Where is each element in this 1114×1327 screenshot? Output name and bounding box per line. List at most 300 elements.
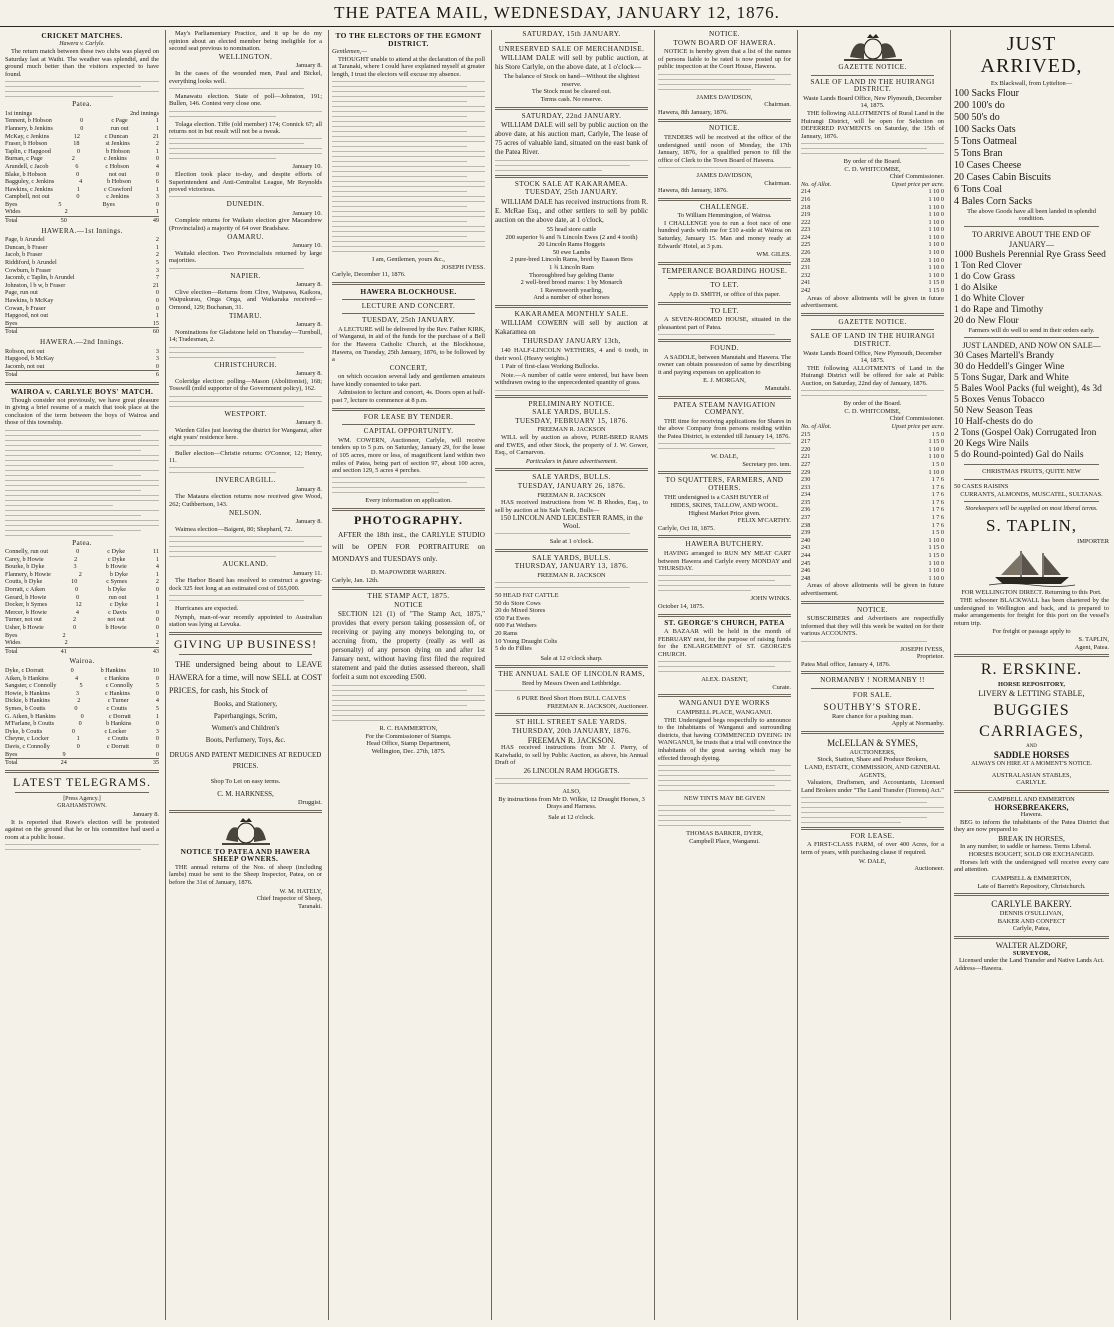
- score-row: [5, 297, 159, 305]
- score-cell: 1: [155, 631, 159, 639]
- text-line: [169, 467, 304, 468]
- score-cell: Connelly, run out: [5, 548, 49, 556]
- text-line: [801, 797, 944, 798]
- table-cell: 1 10 0: [928, 445, 944, 453]
- news-text: Nominations for Gladstone held on Thursday—Turnbull, 14; Tradesman, 2.: [169, 328, 322, 344]
- table-cell: 220: [801, 445, 811, 453]
- score-cell: 0: [76, 548, 80, 556]
- score-cell: c Davis: [108, 608, 127, 616]
- table-header-cell: No. of Allot.: [801, 180, 832, 188]
- news-text: Coleridge election: polling—Mason (Abolitionist), 168; Tosswill (mild supporter of the Government policy), 162.: [169, 377, 322, 393]
- text-line: [658, 448, 775, 449]
- score-cell: Byes: [5, 200, 18, 208]
- table-cell: 234: [801, 491, 811, 499]
- score-cell: 6: [75, 162, 79, 170]
- text-line: [5, 435, 141, 436]
- address: Address—Hawera.: [954, 964, 1003, 972]
- table-cell: 228: [801, 256, 811, 264]
- label-match2-patea: Patea.: [72, 538, 92, 547]
- heading-notice: NOTICE.: [709, 30, 740, 38]
- score-row: [5, 289, 159, 297]
- score-cell: Burnan, c Page: [5, 155, 43, 163]
- table-cell: 236: [801, 506, 811, 514]
- table-row: [801, 272, 944, 280]
- score-cell: 2: [73, 616, 77, 624]
- score-row: [5, 682, 159, 690]
- areas-note-2: Areas of above allotments will be given in future advertisement.: [801, 582, 944, 597]
- cricket-intro: The return match between these two clubs was played on Saturday last at Waihi. The weather was splendid, and the ground much better than the visitors expected to have found.: [5, 48, 159, 78]
- table-row: [801, 567, 944, 575]
- score-cell: 0: [76, 170, 80, 178]
- areas-note: Areas of above allotments will be given in future advertisement.: [801, 294, 944, 310]
- text-line: [169, 406, 304, 407]
- date: January 8.: [295, 518, 322, 526]
- text-line: [332, 221, 467, 222]
- heading-electors-egmont: TO THE ELECTORS OF THE EGMONT DISTRICT.: [335, 31, 482, 48]
- innings-header: [5, 110, 159, 118]
- score-cell: Page, b Arundel: [5, 236, 45, 244]
- score-cell: M'Farlane, b Coutts: [5, 720, 55, 728]
- shop-to-let: Shop To Let on easy terms.: [210, 777, 281, 785]
- score-cell: 1: [155, 312, 159, 320]
- text-line: [5, 849, 141, 850]
- subheading-hawera-carlyle: Hawera v. Carlyle.: [59, 40, 105, 47]
- table-cell: 219: [801, 211, 811, 219]
- heading-preliminary: PRELIMINARY NOTICE.: [528, 399, 615, 408]
- text-line: [332, 492, 439, 493]
- score-row: [5, 594, 159, 602]
- text-line: [169, 541, 304, 542]
- hately-title: Chief Inspector of Sheep,: [256, 895, 322, 903]
- heading-st-hill: ST HILL STREET SALE YARDS.: [515, 718, 628, 727]
- score-cell: Usher, b Howie: [5, 624, 44, 632]
- score-cell: c Jenkins: [106, 193, 130, 201]
- score-cell: 0: [155, 200, 159, 208]
- table-row: [801, 491, 944, 499]
- text-line: [332, 96, 485, 97]
- score-cell: Gerard, b Howie: [5, 593, 47, 601]
- heading-sale-yards-bulls-3: SALE YARDS, BULLS.: [532, 553, 611, 562]
- table-cell: 240: [801, 536, 811, 544]
- text-line: [169, 401, 322, 402]
- score-row: [5, 675, 159, 683]
- text-line: [169, 472, 276, 473]
- text-line: [658, 770, 775, 771]
- table-row: [801, 188, 944, 196]
- text-line: [5, 535, 113, 536]
- text-line: [5, 455, 159, 456]
- dateline-napier: NAPIER.: [230, 271, 261, 280]
- text-line: [332, 216, 485, 217]
- table-cell: 227: [801, 460, 811, 468]
- score-cell: Hapgood, not out: [5, 312, 49, 320]
- carlyle-patea: Carlyle, Patea,: [1012, 925, 1051, 933]
- score-cell: 0: [155, 720, 159, 728]
- text-line: [169, 600, 304, 601]
- jackson-name-2: FREEMAN R. JACKSON: [537, 491, 606, 499]
- table-cell: 1 5 0: [931, 430, 944, 438]
- text-line: [801, 812, 944, 813]
- score-row: [5, 743, 159, 751]
- text-line: [658, 74, 791, 75]
- divider: [658, 262, 791, 265]
- buggies: BUGGIES: [993, 701, 1070, 719]
- text-line: [332, 106, 485, 107]
- score-cell: 4: [155, 162, 159, 170]
- score-row: [5, 348, 159, 356]
- label-patea: Patea.: [72, 100, 92, 109]
- taplin-name-2: S. TAPLIN,: [1078, 635, 1109, 643]
- score-cell: Flannery, b Howie: [5, 570, 51, 578]
- farmers-note: Farmers will do well to send in their orders early.: [968, 326, 1095, 334]
- score-cell: 2: [74, 555, 78, 563]
- score-cell: 60: [152, 328, 159, 336]
- text-line: [169, 148, 322, 149]
- table-cell: 230: [801, 476, 811, 484]
- care-text: Horses left with the undersigned will receive every care and attention.: [954, 858, 1109, 874]
- dale-sale-text: WILLIAM DALE will sell by public auction, at his Store Carlyle, on the above date, at 1 o'clock—: [495, 54, 648, 72]
- score-cell: 0: [155, 586, 159, 594]
- goods-note: The above Goods have all been landed in splendid condition.: [967, 207, 1096, 223]
- auctioneer-sig: FREEMAN R. JACKSON, Auctioneer.: [547, 702, 648, 710]
- table-row: [801, 234, 944, 242]
- lecture-date: TUESDAY, 25th JANUARY.: [362, 316, 455, 325]
- text-line: [332, 86, 467, 87]
- list-item: 55 head store cattle: [546, 225, 597, 233]
- table-row: [801, 249, 944, 257]
- table-cell: 1 10 0: [928, 226, 944, 234]
- campbell-emmerton: CAMPBELL AND EMMERTON: [988, 796, 1075, 804]
- table-row: [801, 431, 944, 439]
- table-cell: 1 7 6: [931, 483, 944, 491]
- chairman-title-2: Chairman.: [764, 179, 791, 187]
- score-cell: c Dyke: [107, 555, 126, 563]
- sale-date-7: THURSDAY, JANUARY 13, 1876.: [514, 562, 629, 571]
- challenge-to: To William Hemmington, of Wairoa.: [677, 212, 772, 220]
- list-item: 1 do Cow Grass: [954, 271, 1015, 282]
- divider: [801, 731, 944, 734]
- heading-squatters: TO SQUATTERS, FARMERS, AND OTHERS.: [665, 476, 784, 492]
- table-cell: 248: [801, 574, 811, 582]
- text-line: [332, 487, 485, 488]
- text-line: [332, 715, 485, 716]
- press-agency: [Press Agency.]: [63, 795, 101, 802]
- divider: [169, 810, 322, 813]
- currants: CURRANTS, ALMONDS, MUSCATEL, SULTANAS.: [960, 490, 1103, 498]
- text-line: [5, 475, 141, 476]
- list-item: 20 Kegs Wire Nails: [954, 439, 1029, 450]
- divider: [801, 671, 944, 674]
- score-cell: 12: [73, 132, 80, 140]
- text-line: [658, 820, 791, 821]
- heading-unreserved-sale: UNRESERVED SALE OF MERCHANDISE.: [498, 44, 645, 53]
- list-item: 30 do Heddell's Ginger Wine: [954, 362, 1065, 373]
- score-cell: b Hankins: [106, 720, 132, 728]
- table-row: [801, 241, 944, 249]
- score-cell: 2: [155, 578, 159, 586]
- heading-photography: PHOTOGRAPHY.: [353, 513, 463, 527]
- sale-time-2: Sale at 12 o'clock sharp.: [540, 654, 603, 662]
- list-item: 20 Lincoln Rams Hoggets: [538, 241, 605, 249]
- table-cell: 222: [801, 218, 811, 226]
- heading-lease-tender: FOR LEASE BY TENDER.: [363, 412, 454, 421]
- score-row: [5, 548, 159, 556]
- score-cell: Dorratt, c Aiken: [5, 586, 46, 594]
- date: January 8.: [132, 810, 159, 818]
- score-cell: 0: [74, 586, 79, 594]
- score-cell: Total: [5, 217, 18, 225]
- score-cell: 2: [77, 697, 81, 705]
- photo-date: Carlyle, Jan. 12th.: [332, 576, 379, 584]
- score-cell: 1: [155, 601, 159, 609]
- storekeepers-note: Storekeepers will be supplied on most liberal terms.: [965, 505, 1098, 513]
- divider: [495, 107, 648, 110]
- score-row: [5, 578, 159, 586]
- score-cell: Johnston, l b w, b Fraser: [5, 281, 66, 289]
- list-item: 5 Boxes Venus Tobacco: [954, 395, 1045, 406]
- drugs-line: DRUGS AND PATENT MEDICINES AT REDUCED PRICES.: [169, 750, 322, 770]
- score-cell: G. Aiken, b Hankins: [5, 712, 56, 720]
- list-item: 5 Tons Sugar, Dark and White: [954, 373, 1069, 384]
- dateline-dunedin: DUNEDIN.: [226, 200, 265, 209]
- score-cell: 0: [155, 304, 159, 312]
- heading-to-arrive: TO ARRIVE ABOUT THE END OF JANUARY—: [972, 229, 1091, 249]
- table-cell: 1 7 6: [931, 506, 944, 514]
- score-cell: c Symes: [106, 578, 128, 586]
- score-cell: 0: [80, 124, 84, 132]
- table-row: [801, 446, 944, 454]
- table-cell: 1 10 0: [928, 203, 944, 211]
- divider: [342, 299, 475, 300]
- date: January 8.: [295, 370, 322, 378]
- date: January 8.: [295, 321, 322, 329]
- sale-date-8: THURSDAY, 20th JANUARY, 1876.: [511, 727, 632, 735]
- hately-place: Taranaki.: [298, 902, 322, 910]
- text-line: [332, 151, 485, 152]
- score-cell: 0: [155, 735, 159, 743]
- list-item: 2 Tons (Gospel Oak) Corrugated Iron: [954, 428, 1097, 439]
- news-text: Clive election—Returns from Clive, Waipawa, Kaikora, Waipukurau, Onga Onga, and Waikaraka received—Ormond, 129; Buchanan, 31.: [169, 288, 322, 311]
- morgan-place: Manutahi.: [764, 384, 791, 392]
- table-row: [801, 514, 944, 522]
- particulars: Particulars in future advertisement.: [525, 457, 618, 465]
- score-cell: Symes, b Coutts: [5, 704, 46, 712]
- text-line: [495, 390, 630, 391]
- score-cell: c Jenkins: [103, 155, 127, 163]
- list-item: 6 Tons Coal: [954, 183, 1003, 195]
- list-item: 50 HEAD FAT CATTLE: [495, 592, 559, 600]
- score-cell: 5: [155, 259, 159, 267]
- text-line: [658, 765, 791, 766]
- heading-annual-rams: THE ANNUAL SALE OF LINCOLN RAMS,: [498, 670, 645, 679]
- text-line: [169, 196, 322, 197]
- score-cell: 11: [153, 548, 159, 556]
- heading-cricket: CRICKET MATCHES.: [41, 31, 123, 40]
- score-cell: Dyke, b Coutts: [5, 727, 43, 735]
- list-item: 200 superior ¾ and ⅞ Lincoln Ewes (2 and 4 tooth): [505, 233, 638, 241]
- apply-normanby: Apply at Normanby.: [891, 720, 944, 728]
- text-line: [801, 148, 927, 149]
- table-row: [801, 575, 944, 583]
- score-cell: Byes: [102, 200, 115, 208]
- score-row: [5, 690, 159, 698]
- table-header-cell: Upset price per acre.: [891, 422, 944, 430]
- score-cell: 2: [78, 570, 82, 578]
- beg-text: BEG to inform the inhabitants of the Patea District that they are now prepared to: [954, 818, 1109, 834]
- divider: [658, 302, 791, 305]
- score-row: [5, 312, 159, 320]
- text-line: [332, 720, 439, 721]
- terms-text: Terms cash. No reserve.: [540, 95, 603, 103]
- whitcombe-title: Chief Commissioner.: [889, 173, 944, 181]
- score-cell: c Locker: [104, 727, 127, 735]
- score-row: [5, 705, 159, 713]
- text-line: [169, 143, 304, 144]
- heading-found: FOUND.: [710, 344, 739, 352]
- heading-just-landed: JUST LANDED, AND NOW ON SALE—: [962, 341, 1101, 351]
- score-row: [5, 259, 159, 267]
- table-cell: 245: [801, 559, 811, 567]
- score-cell: st Jenkins: [105, 140, 130, 148]
- always-on-hire: ALWAYS ON HIRE AT A MOMENT'S NOTICE.: [971, 761, 1092, 768]
- score-cell: Davis, c Connolly: [5, 742, 50, 750]
- score-cell: Blake, b Hobson: [5, 170, 47, 178]
- date: January 10.: [292, 209, 322, 217]
- text-line: [169, 347, 322, 348]
- admission-text: Admission to lecture and concert, 4s. Doors open at half-past 7, lecture to commence at 8 p.m.: [332, 389, 485, 405]
- score-cell: run out: [108, 593, 127, 601]
- importer-title: IMPORTER: [1077, 537, 1109, 545]
- text-line: [5, 470, 159, 471]
- rare-chance: Rare chance for a pushing man.: [832, 712, 913, 720]
- stamp-notice: NOTICE: [394, 600, 423, 609]
- list-item: 100 Sacks Oats: [954, 123, 1016, 135]
- score-cell: 5: [155, 704, 159, 712]
- heading-stock-sale-kakaramea: STOCK SALE AT KAKARAMEA.: [514, 179, 629, 188]
- table-cell: 1 10 0: [928, 195, 944, 203]
- stock-line-4: Boots, Perfumery, Toys, &c.: [205, 735, 286, 744]
- text-line: [332, 241, 485, 242]
- dale-lease-text: WILLIAM DALE will sell by public auction on the above date, at his auction mart, Carlyle, The lease of 75 acres of valuable land, situated on the east bank of the Patea River.: [495, 121, 648, 157]
- heading-sale-land: SALE OF LAND IN THE HUIRANGI DISTRICT.: [810, 77, 935, 94]
- table-cell: 1 7 6: [931, 521, 944, 529]
- by-order: By order of the Board.: [843, 157, 902, 165]
- text-line: [658, 590, 751, 591]
- divider: [179, 654, 312, 655]
- score-cell: 0: [155, 689, 159, 697]
- text-line: [332, 146, 467, 147]
- whitcombe-name: C. D. WHITCOMBE,: [844, 165, 901, 173]
- divider: [495, 713, 648, 716]
- and-word: AND: [1026, 743, 1037, 749]
- table-row: [801, 287, 944, 295]
- text-line: [5, 450, 141, 451]
- heading-lecture-concert: LECTURE AND CONCERT.: [361, 301, 456, 310]
- list-item: 500 50's do: [954, 111, 1000, 123]
- text-line: [5, 520, 159, 521]
- jackson-name-3: FREEMAN R. JACKSON: [537, 571, 606, 579]
- divider: [811, 329, 934, 330]
- text-line: [332, 186, 485, 187]
- text-line: [495, 533, 630, 534]
- score-cell: 4: [75, 608, 80, 616]
- livery: LIVERY & LETTING STABLE,: [978, 688, 1085, 698]
- scorecard-hawera-2: [5, 348, 159, 379]
- score-cell: 0: [74, 704, 78, 712]
- table-cell: 1 7 6: [931, 476, 944, 484]
- board-text: NOTICE is hereby given that a list of the names of persons liable to be rated is now posted up for public inspection at the Court House, Hawera.: [658, 48, 791, 71]
- text-line: [332, 695, 485, 696]
- text-line: [332, 116, 467, 117]
- dateline-nelson: NELSON.: [229, 508, 262, 517]
- score-cell: 4: [155, 697, 159, 705]
- seven-room-text: A SEVEN-ROOMED HOUSE, situated in the pleasantest part of Patea.: [658, 316, 791, 331]
- divider: [658, 339, 791, 342]
- text-line: [332, 236, 467, 237]
- text-line: [332, 121, 485, 122]
- table-row: [801, 264, 944, 272]
- sale-date-3: TUESDAY, 25th JANUARY.: [525, 188, 618, 197]
- column-6: [797, 30, 947, 1320]
- divider: [495, 549, 648, 552]
- surveyor-title: SURVEYOR,: [1012, 949, 1051, 957]
- list-item: 4 Bales Corn Sacks: [954, 195, 1033, 207]
- score-cell: Dyke, c Dorratt: [5, 667, 44, 674]
- table-row: [801, 257, 944, 265]
- whitcombe-name-2: C. D. WHITCOMBE,: [844, 407, 901, 415]
- score-cell: 4: [74, 674, 79, 682]
- news-text: Waitaki election. Two Provincialists returned by large majorities.: [169, 249, 322, 265]
- score-cell: 3: [155, 727, 159, 735]
- heading-latest-telegrams: LATEST TELEGRAMS.: [13, 774, 151, 789]
- divider: [801, 827, 944, 830]
- innings-2: 2nd innings: [129, 109, 159, 117]
- southby-store: SOUTHBY'S STORE.: [823, 701, 922, 712]
- list-item: 2 pure-bred Lincoln Rams, bred by Eaassn Bros: [510, 256, 633, 264]
- list-item: 1 Ravensworth yearling,: [540, 286, 603, 294]
- dateline-oamaru: OAMARU.: [227, 232, 264, 241]
- score-cell: c Crawford: [103, 185, 132, 193]
- score-cell: 41: [60, 647, 67, 655]
- score-row: [5, 639, 159, 647]
- table-cell: 1 10 0: [928, 574, 944, 582]
- top-text: May's Parliamentary Practice, and it up be do my opinion about an elected member being ineligible for a second seat previous to nomination.: [169, 30, 322, 53]
- list-item: 5 do do Fillies: [495, 645, 532, 653]
- scorecard-match2-wairoa: [5, 667, 159, 767]
- score-cell: 0: [75, 593, 80, 601]
- cattle-list: [495, 592, 648, 653]
- text-line: [169, 116, 276, 117]
- text-line: [332, 91, 485, 92]
- score-cell: 1: [155, 124, 159, 132]
- score-cell: 10: [71, 578, 78, 586]
- dasent-name: ALEX. DASENT,: [701, 676, 748, 684]
- score-row: [5, 720, 159, 728]
- score-cell: 2: [155, 140, 159, 148]
- heading-notice-2: NOTICE.: [709, 124, 740, 133]
- text-line: [332, 191, 467, 192]
- score-cell: Jacomb, not out: [5, 362, 45, 370]
- text-line: [658, 775, 791, 776]
- score-row: [5, 244, 159, 252]
- score-cell: 0: [76, 193, 80, 201]
- saddle-text: A SADDLE, between Manutahi and Hawera. The owner can obtain possession of same by describing it and paying expenses on application to: [658, 353, 791, 376]
- score-cell: 50: [60, 217, 67, 225]
- text-line: [658, 167, 791, 168]
- divider: [964, 479, 1099, 480]
- table-cell: 239: [801, 529, 811, 537]
- score-row: [5, 556, 159, 564]
